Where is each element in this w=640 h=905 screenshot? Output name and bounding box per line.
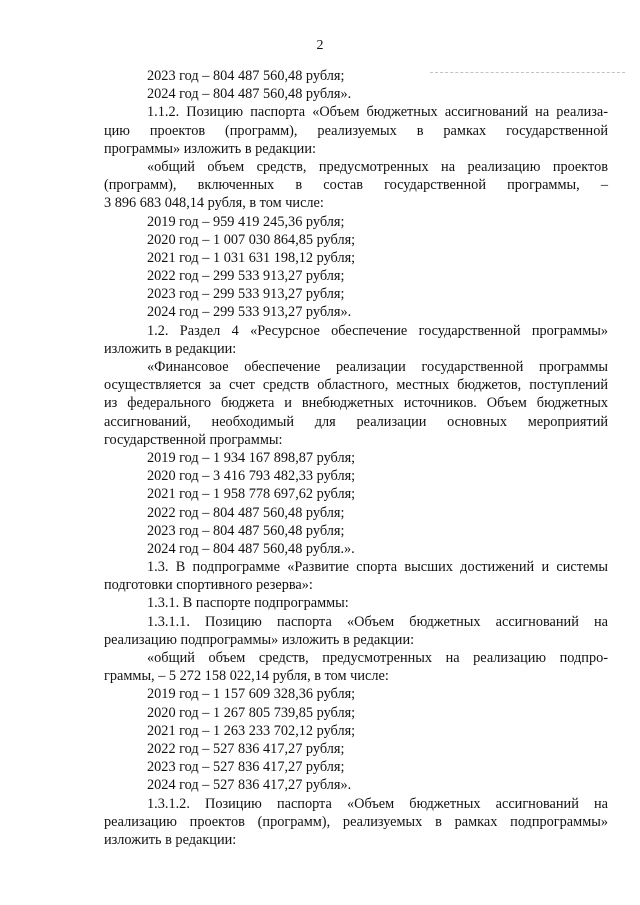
text-line: изложить в редакции: <box>104 340 237 357</box>
text-line: цию проектов (программ), реализуемых в рамках государственной <box>104 122 608 139</box>
text-line: 2021 год – 1 263 233 702,12 рубля; <box>147 722 356 739</box>
text-line: «общий объем средств, предусмотренных на реализацию подпро- <box>147 650 608 666</box>
text-line: 2022 год – 299 533 913,27 рубля; <box>147 268 345 285</box>
text-line: 2020 год – 1 267 805 739,85 рубля; <box>147 704 356 721</box>
text-line: 2023 год – 299 533 913,27 рубля; <box>147 286 345 303</box>
text-line: 2020 год – 1 007 030 864,85 рубля; <box>147 231 356 248</box>
text-line: реализацию проектов (программ), реализуемых в рамках подпрограммы» <box>104 813 608 830</box>
text-line: ассигнований, необходимый для реализации основных мероприятий <box>104 413 608 430</box>
text-line: государственной программы: <box>104 431 283 448</box>
text-line: из федерального бюджета и внебюджетных источников. Объем бюджетных <box>104 395 608 412</box>
text-line: программы» изложить в редакции: <box>104 140 316 157</box>
text-line: 2024 год – 804 487 560,48 рубля». <box>147 86 352 103</box>
text-line: (программ), включенных в состав государственной программы, – <box>104 177 608 194</box>
text-line: 2019 год – 1 934 167 898,87 рубля; <box>147 449 356 466</box>
text-line: 2021 год – 1 958 778 697,62 рубля; <box>147 486 356 503</box>
text-line: 1.3. В подпрограмме «Развитие спорта высших достижений и системы <box>147 559 608 576</box>
text-line: 1.3.1.1. Позицию паспорта «Объем бюджетных ассигнований на <box>147 613 608 630</box>
text-line: 2023 год – 804 487 560,48 рубля; <box>147 68 345 84</box>
text-line: 2024 год – 804 487 560,48 рубля.». <box>147 540 355 557</box>
text-line: граммы, – 5 272 158 022,14 рубля, в том числе: <box>104 668 389 685</box>
page-number: 2 <box>316 38 324 53</box>
document-body <box>104 67 608 849</box>
text-line: 2024 год – 527 836 417,27 рубля». <box>147 777 352 794</box>
text-line: 1.2. Раздел 4 «Ресурсное обеспечение государственной программы» <box>147 322 608 339</box>
text-line: 1.1.2. Позицию паспорта «Объем бюджетных ассигнований на реализа- <box>147 104 608 121</box>
text-line: 2021 год – 1 031 631 198,12 рубля; <box>147 249 356 266</box>
text-line: осуществляется за счет средств областного, местных бюджетов, поступлений <box>104 377 608 394</box>
text-line: 1.3.1. В паспорте подпрограммы: <box>147 595 349 612</box>
text-line: 2022 год – 527 836 417,27 рубля; <box>147 740 345 757</box>
text-line: подготовки спортивного резерва»: <box>104 577 313 594</box>
text-line: 2020 год – 3 416 793 482,33 рубля; <box>147 468 356 485</box>
text-line: изложить в редакции: <box>104 831 237 848</box>
text-line: «Финансовое обеспечение реализации государственной программы <box>147 359 608 375</box>
text-line: «общий объем средств, предусмотренных на реализацию проектов <box>147 158 608 175</box>
text-line: 2023 год – 804 487 560,48 рубля; <box>147 522 345 539</box>
text-line: 2019 год – 959 419 245,36 рубля; <box>147 213 345 230</box>
text-line: 2019 год – 1 157 609 328,36 рубля; <box>147 686 356 703</box>
text-line: 1.3.1.2. Позицию паспорта «Объем бюджетных ассигнований на <box>147 795 608 812</box>
text-line: 2023 год – 527 836 417,27 рубля; <box>147 759 345 776</box>
text-line: 2024 год – 299 533 913,27 рубля». <box>147 304 352 321</box>
text-line: 3 896 683 048,14 рубля, в том числе: <box>104 195 324 212</box>
text-line: реализацию подпрограммы» изложить в редакции: <box>104 631 415 648</box>
text-line: 2022 год – 804 487 560,48 рубля; <box>147 504 345 521</box>
